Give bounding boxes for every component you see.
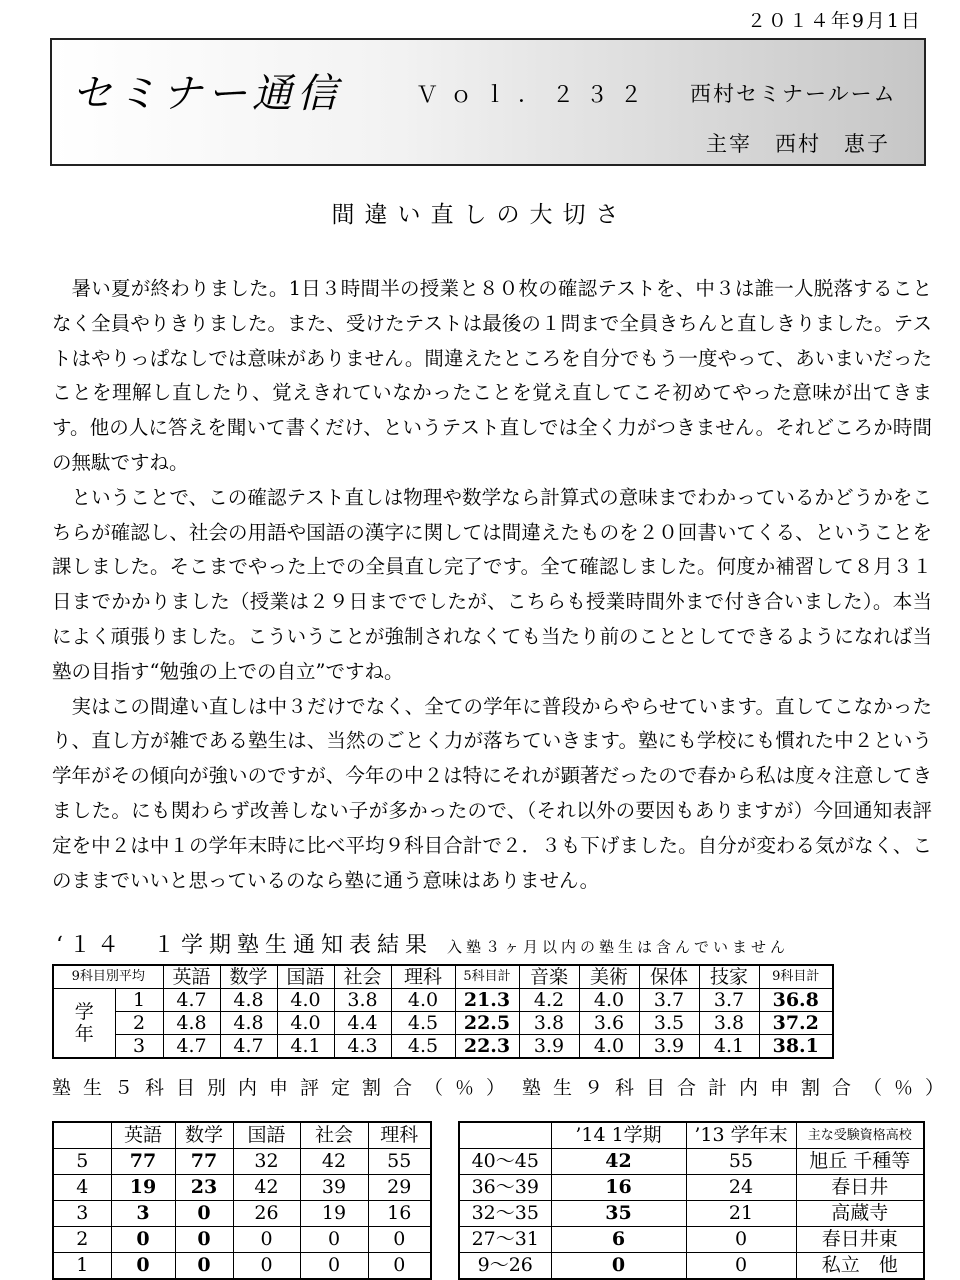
table-cell: 0 <box>368 1253 431 1280</box>
newsletter-title: セミナー通信 <box>72 71 342 117</box>
header-cell: 国語 <box>233 1122 300 1149</box>
table-row <box>459 1227 924 1253</box>
table-cell: 4.3 <box>334 1035 391 1059</box>
table-cell: 4.0 <box>277 1012 334 1035</box>
table-cell: 3.9 <box>519 1035 579 1059</box>
total9-cell: 38.1 <box>759 1035 833 1059</box>
table-cell: 3.8 <box>699 1012 759 1035</box>
table-cell: 4.0 <box>579 989 639 1012</box>
table-cell: 0 <box>300 1253 368 1280</box>
grade-label-char: 年 <box>74 1023 94 1045</box>
table-cell: 77 <box>111 1149 175 1175</box>
issue-date: ２０１４年9月1日 <box>746 10 922 32</box>
table-cell: 55 <box>686 1149 796 1175</box>
subject-distribution-table <box>52 1121 432 1280</box>
score-cell: 2 <box>53 1227 111 1253</box>
table-corner: 9科目別平均 <box>53 965 163 989</box>
grade-label-char: 学 <box>74 1001 94 1023</box>
table-cell: 42 <box>551 1149 686 1175</box>
table-cell: 4.0 <box>391 989 455 1012</box>
header-cell: 国語 <box>277 965 334 989</box>
table-cell: 0 <box>175 1227 233 1253</box>
table-cell: 55 <box>368 1149 431 1175</box>
total9-cell: 36.8 <box>759 989 833 1012</box>
total-dist-title: 塾生９科目合計内申割合（％） <box>522 1077 957 1099</box>
table-cell: 0 <box>686 1253 796 1280</box>
table-row <box>459 1253 924 1280</box>
table-cell: 6 <box>551 1227 686 1253</box>
table-row <box>459 1175 924 1201</box>
total9-cell: 37.2 <box>759 1012 833 1035</box>
table-cell: 3.8 <box>519 1012 579 1035</box>
table-cell: 0 <box>300 1227 368 1253</box>
table-cell: 0 <box>233 1253 300 1280</box>
results-section-title <box>56 928 789 959</box>
paragraph: ということで、この確認テスト直しは物理や数学なら計算式の意味までわかっているかどうかをこちらが確認し、社会の用語や国語の漢字に関しては間違えたものを２０回書いてくる、ということを課しました。そこまでやった上での全員直し完了です。全て確認しました。何度か補習して８月３１日までかかりました（授業は２９日まででしたが、こちらも授業時間外まで付き合いました）。本当によく頑張りました。こういうことが強制されなくても当たり前のこととしてできるようになれば当塾の目指す“勉強の上での自立”ですね。 <box>52 485 932 683</box>
table-cell: 4.4 <box>334 1012 391 1035</box>
table-cell: 0 <box>551 1253 686 1280</box>
table-cell: 4.7 <box>163 1035 220 1059</box>
article-title: 間違い直しの大切さ <box>331 202 629 228</box>
header-cell: 社会 <box>334 965 391 989</box>
article-body <box>52 272 932 898</box>
school-cell: 私立 他 <box>796 1253 924 1280</box>
table-cell: 21 <box>686 1201 796 1227</box>
table-cell: 0 <box>175 1253 233 1280</box>
table-cell: 0 <box>111 1227 175 1253</box>
table-cell: 0 <box>686 1227 796 1253</box>
table-cell: 4.8 <box>220 1012 277 1035</box>
table-cell: 23 <box>175 1175 233 1201</box>
table-row <box>459 1201 924 1227</box>
header-cell: 数学 <box>175 1122 233 1149</box>
table-cell: 3.6 <box>579 1012 639 1035</box>
table-cell: 3.7 <box>699 989 759 1012</box>
header-cell: 技家 <box>699 965 759 989</box>
table-cell: 4.7 <box>163 989 220 1012</box>
header-cell: 音楽 <box>519 965 579 989</box>
table-cell: 19 <box>111 1175 175 1201</box>
table-corner <box>53 1122 111 1149</box>
newsletter-header <box>50 38 926 166</box>
results-title: ‘１４ １学期塾生通知表結果 <box>56 933 433 958</box>
paragraph: 暑い夏が終わりました。1日３時間半の授業と８０枚の確認テストを、中３は誰一人脱落することなく全員やりきりました。また、受けたテストは最後の１問まで全員きちんと直しきりました。テストはやりっぱなしでは意味がありません。間違えたところを自分でもう一度やって、あいまいだったことを理解し直したり、覚えきれていなかったことを覚え直してこそ初めてやった意味が出てきます。他の人に答えを聞いて書くだけ、というテスト直しでは全く力がつきません。それどころか時間の無駄ですね。 <box>52 277 932 474</box>
table-cell: 29 <box>368 1175 431 1201</box>
grade-number: 2 <box>115 1012 163 1035</box>
score-cell: 5 <box>53 1149 111 1175</box>
table-cell: 4.0 <box>579 1035 639 1059</box>
range-cell: 36～39 <box>459 1175 551 1201</box>
table-cell: 4.8 <box>220 989 277 1012</box>
grade-average-table <box>52 964 834 1059</box>
grade-number: 1 <box>115 989 163 1012</box>
table-cell: 16 <box>551 1175 686 1201</box>
table-row <box>53 1201 431 1227</box>
table-cell: 39 <box>300 1175 368 1201</box>
table-cell: 0 <box>233 1227 300 1253</box>
paragraph: 実はこの間違い直しは中３だけでなく、全ての学年に普段からやらせています。直してこなかったり、直し方が雑である塾生は、当然のごとく力が落ちていきます。塾にも学校にも慣れた中２という学年がその傾向が強いのですが、今年の中２は特にそれが顕著だったので春から私は度々注意してきました。にも関わらず改善しない子が多かったので、（それ以外の要因もありますが）今回通知表評定を中２は中１の学年末時に比べ平均９科目合計で２．３も下げました。自分が変わる気がなく、このままでいいと思っているのなら塾に通う意味はありません。 <box>52 694 932 892</box>
range-cell: 32～35 <box>459 1201 551 1227</box>
table-cell: 3.9 <box>639 1035 699 1059</box>
table-header-row <box>459 1122 924 1149</box>
header-cell: 理科 <box>368 1122 431 1149</box>
header-cell: 9科目計 <box>759 965 833 989</box>
subject-dist-title: 塾生５科目別内申評定割合（％） <box>52 1077 518 1099</box>
table-cell: 35 <box>551 1201 686 1227</box>
organization-name: 西村セミナールーム <box>690 82 897 106</box>
table-cell: 3.5 <box>639 1012 699 1035</box>
school-cell: 春日井東 <box>796 1227 924 1253</box>
table-row <box>53 1253 431 1280</box>
table-header-row <box>53 965 833 989</box>
table-cell: 0 <box>175 1201 233 1227</box>
table-cell: 4.1 <box>699 1035 759 1059</box>
table-cell: 4.2 <box>519 989 579 1012</box>
table-cell: 0 <box>111 1253 175 1280</box>
table-cell: 4.1 <box>277 1035 334 1059</box>
range-cell: 40～45 <box>459 1149 551 1175</box>
header-cell: ’14 1学期 <box>551 1122 686 1149</box>
header-cell: 理科 <box>391 965 455 989</box>
table-row <box>53 1035 833 1059</box>
range-cell: 9～26 <box>459 1253 551 1280</box>
range-cell: 27～31 <box>459 1227 551 1253</box>
score-cell: 3 <box>53 1201 111 1227</box>
header-cell: 英語 <box>111 1122 175 1149</box>
table-cell: 0 <box>368 1227 431 1253</box>
table-cell: 3.7 <box>639 989 699 1012</box>
table-cell: 16 <box>368 1201 431 1227</box>
table-row <box>53 1012 833 1035</box>
total5-cell: 22.5 <box>455 1012 519 1035</box>
results-note: 入塾３ヶ月以内の塾生は含んでいません <box>447 938 790 956</box>
owner-name: 主宰 西村 恵子 <box>706 132 890 156</box>
table-row <box>53 989 833 1012</box>
header-cell: ’13 学年末 <box>686 1122 796 1149</box>
table-cell: 3.8 <box>334 989 391 1012</box>
school-cell: 旭丘 千種等 <box>796 1149 924 1175</box>
total5-cell: 22.3 <box>455 1035 519 1059</box>
header-cell: 数学 <box>220 965 277 989</box>
table-cell: 42 <box>233 1175 300 1201</box>
volume-number: Ｖｏｌ．２３２ <box>416 83 655 108</box>
table-corner <box>459 1122 551 1149</box>
table-cell: 26 <box>233 1201 300 1227</box>
total5-cell: 21.3 <box>455 989 519 1012</box>
table-cell: 4.7 <box>220 1035 277 1059</box>
table-header-row <box>53 1122 431 1149</box>
grade-label <box>53 989 115 1059</box>
table-cell: 24 <box>686 1175 796 1201</box>
table-row <box>53 1175 431 1201</box>
school-cell: 高蔵寺 <box>796 1201 924 1227</box>
table-cell: 4.5 <box>391 1012 455 1035</box>
table-cell: 4.5 <box>391 1035 455 1059</box>
header-cell: 主な受験資格高校 <box>796 1122 924 1149</box>
header-cell: 社会 <box>300 1122 368 1149</box>
score-cell: 4 <box>53 1175 111 1201</box>
header-cell: 保体 <box>639 965 699 989</box>
grade-number: 3 <box>115 1035 163 1059</box>
header-cell: 美術 <box>579 965 639 989</box>
table-cell: 32 <box>233 1149 300 1175</box>
table-cell: 4.0 <box>277 989 334 1012</box>
table-row <box>53 1227 431 1253</box>
header-cell: 5科目計 <box>455 965 519 989</box>
table-cell: 4.8 <box>163 1012 220 1035</box>
table-cell: 42 <box>300 1149 368 1175</box>
school-cell: 春日井 <box>796 1175 924 1201</box>
table-row <box>53 1149 431 1175</box>
total-distribution-table <box>458 1121 925 1280</box>
table-cell: 77 <box>175 1149 233 1175</box>
header-cell: 英語 <box>163 965 220 989</box>
table-cell: 3 <box>111 1201 175 1227</box>
score-cell: 1 <box>53 1253 111 1280</box>
table-cell: 19 <box>300 1201 368 1227</box>
table-row <box>459 1149 924 1175</box>
